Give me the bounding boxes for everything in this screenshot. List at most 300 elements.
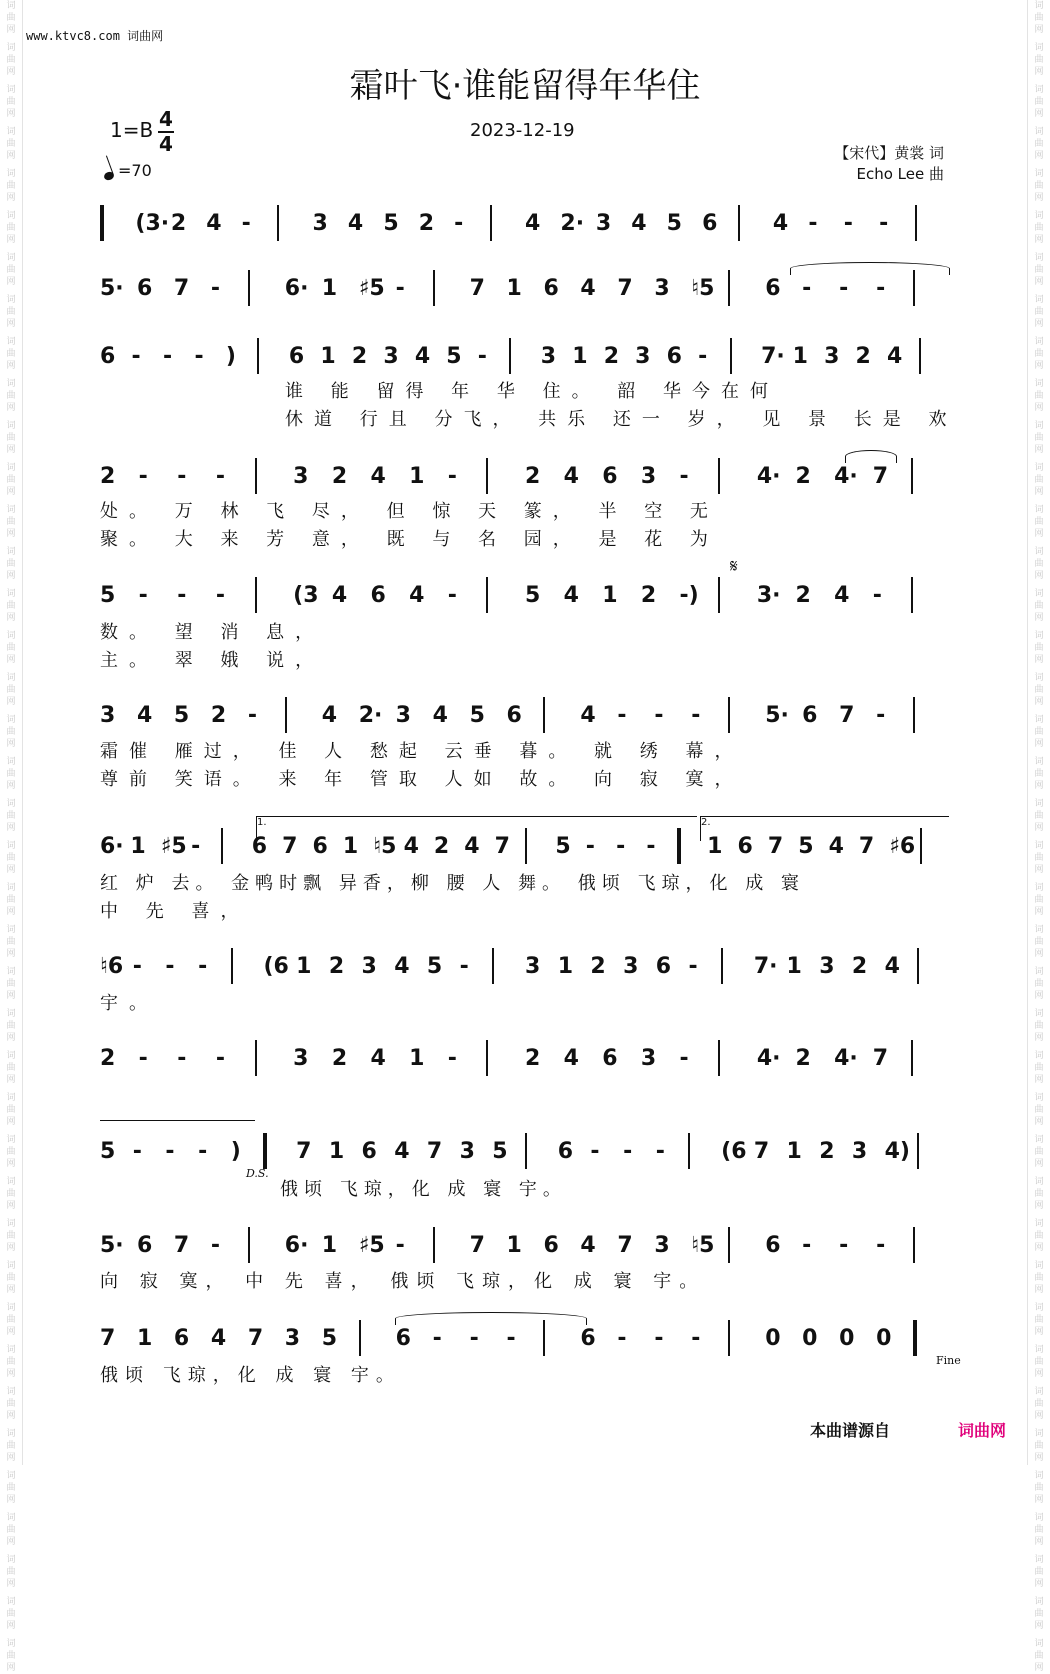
note: 2 <box>170 211 187 236</box>
watermark-text: 词 曲 网 <box>6 1135 16 1169</box>
note: (6 <box>721 1139 747 1164</box>
watermark-text: 词 曲 网 <box>1034 631 1044 665</box>
barline <box>688 1133 690 1169</box>
note: 5 <box>173 703 190 728</box>
barline <box>221 828 223 864</box>
watermark-text: 词 曲 网 <box>1034 967 1044 1001</box>
note: 6· <box>284 276 309 301</box>
watermark-text: 词 曲 网 <box>1034 1261 1044 1295</box>
note: 3 <box>459 1139 475 1164</box>
watermark-text: 词 曲 网 <box>6 1471 16 1505</box>
note: - <box>688 954 698 979</box>
note: 6 <box>702 211 718 236</box>
lyricist: 【宋代】黄裳 词 <box>834 144 944 162</box>
note: 6 <box>765 276 781 301</box>
note: 3· <box>756 583 781 608</box>
note: 4 <box>563 1046 579 1071</box>
lyric-7b: 中 先 喜， <box>100 901 250 922</box>
note: 7 <box>469 276 485 301</box>
barline <box>231 948 233 984</box>
note: 3 <box>654 1233 670 1258</box>
note: 0 <box>765 1326 781 1351</box>
watermark-text: 词 曲 网 <box>1034 463 1044 497</box>
note: 2 <box>795 1046 811 1071</box>
barline <box>492 948 494 984</box>
lyric-6b: 尊前 笑语。 来 年 管取 人如 故。 向 寂 寞， <box>100 769 744 790</box>
note: 7 <box>872 464 889 489</box>
composer: Echo Lee 曲 <box>856 165 944 183</box>
watermark-text: 词 曲 网 <box>6 1555 16 1589</box>
note: 0 <box>839 1326 855 1351</box>
note: 4 <box>403 834 419 859</box>
barline <box>285 697 287 733</box>
tie-row4 <box>845 450 897 463</box>
score-row <box>100 338 950 382</box>
note: 4· <box>756 1046 781 1071</box>
site-link[interactable]: 词曲网 <box>958 1421 1007 1440</box>
watermark-text: 词 曲 网 <box>1034 169 1044 203</box>
site-url[interactable]: www.ktvc8.com 词曲网 <box>26 29 164 43</box>
note: - <box>454 211 464 236</box>
left-margin-line <box>22 0 23 1465</box>
note: - <box>623 1139 633 1164</box>
note: 2 <box>640 583 657 608</box>
time-sig-bottom: 4 <box>159 132 173 156</box>
note: 1 <box>572 344 588 369</box>
barline <box>433 270 435 306</box>
barline <box>543 1320 545 1356</box>
watermark-text: 词 曲 网 <box>6 127 16 161</box>
barline <box>359 1320 361 1356</box>
note: 3 <box>293 464 309 489</box>
note: - <box>469 1326 479 1351</box>
note: 6 <box>100 344 116 369</box>
note: - <box>585 834 595 859</box>
note: 6 <box>543 276 559 301</box>
note: - <box>646 834 656 859</box>
note: 1 <box>557 954 573 979</box>
note: 3 <box>293 1046 309 1071</box>
barline <box>728 1227 730 1263</box>
note: 3 <box>312 211 328 236</box>
note: - <box>215 464 226 489</box>
note: - <box>247 703 257 728</box>
note: 7· <box>761 344 785 369</box>
watermark-text: 词 曲 网 <box>1034 841 1044 875</box>
watermark-text: 词 曲 网 <box>6 631 16 665</box>
watermark-text: 词 曲 网 <box>1034 337 1044 371</box>
note: - <box>177 464 187 489</box>
note: 5 <box>525 583 541 608</box>
note: 4 <box>414 344 431 369</box>
watermark-text: 词 曲 网 <box>6 547 16 581</box>
barline <box>248 1227 250 1263</box>
barline <box>718 458 720 494</box>
watermark-text: 词 曲 网 <box>1034 883 1044 917</box>
note: 6 <box>557 1139 573 1164</box>
note: 4 <box>580 1233 596 1258</box>
note: 4 <box>580 276 596 301</box>
note: 1 <box>792 344 808 369</box>
note: (3 <box>293 583 319 608</box>
note: - <box>162 344 173 369</box>
note: 4 <box>409 583 425 608</box>
watermark-text: 词 曲 网 <box>6 211 16 245</box>
note: 4 <box>563 583 579 608</box>
note: 6 <box>136 276 153 301</box>
note: 4 <box>136 703 153 728</box>
note: 3 <box>623 954 639 979</box>
lyric-11a: 向 寂 寞， 中 先 喜， 俄顷 飞琼，化 成 寰 宇。 <box>100 1271 706 1292</box>
note: 3 <box>395 703 411 728</box>
note: - <box>177 583 187 608</box>
note: - <box>876 1233 886 1258</box>
note: 6 <box>655 954 672 979</box>
watermark-text: 词 曲 网 <box>1034 1009 1044 1043</box>
volta-1: 1. <box>256 816 697 841</box>
watermark-text: 词 曲 网 <box>6 295 16 329</box>
watermark-text: 词 曲 网 <box>6 1597 16 1631</box>
note: 5 <box>383 211 399 236</box>
song-title: 霜叶飞·谁能留得年华住 <box>349 66 701 106</box>
watermark-text: 词 曲 网 <box>6 1093 16 1127</box>
note: 2 <box>100 1046 116 1071</box>
note: 3 <box>851 1139 868 1164</box>
note: 7 <box>839 703 855 728</box>
watermark-text: 词 曲 网 <box>6 1051 16 1085</box>
note: - <box>132 954 142 979</box>
watermark-text: 词 曲 网 <box>1034 1471 1044 1505</box>
note: 1 <box>328 1139 345 1164</box>
note: 4 <box>563 464 579 489</box>
barline <box>263 1133 267 1169</box>
note: - <box>477 344 487 369</box>
right-margin-line <box>1027 0 1028 1465</box>
note: 6 <box>802 703 818 728</box>
credits <box>834 143 944 185</box>
note: - <box>447 1046 457 1071</box>
watermark-text: 词 曲 网 <box>1034 1219 1044 1253</box>
watermark-text: 词 曲 网 <box>1034 211 1044 245</box>
barline <box>490 205 492 241</box>
note: - <box>872 583 882 608</box>
barline <box>728 697 730 733</box>
note: 5 <box>100 583 116 608</box>
watermark-left <box>4 0 18 1673</box>
note: - <box>194 344 204 369</box>
note: - <box>432 1326 442 1351</box>
note: 3 <box>284 1326 301 1351</box>
note: 1 <box>130 834 146 859</box>
barline <box>100 205 104 241</box>
note: 3 <box>540 344 557 369</box>
note: (6 <box>263 954 289 979</box>
note: 3 <box>640 464 657 489</box>
segno-sign: 𝄋 <box>730 556 738 577</box>
note: 4 <box>370 464 386 489</box>
tie-row12 <box>395 1312 587 1325</box>
note: - <box>447 583 457 608</box>
barline <box>255 458 257 494</box>
watermark-text: 词 曲 网 <box>1034 1555 1044 1589</box>
note: 6 <box>602 464 618 489</box>
lyric-7a: 红 炉 去。 金鸭时飘 异香，柳 腰 人 舞。 俄顷 飞琼，化 成 寰 <box>100 873 805 894</box>
note: 4 <box>828 834 844 859</box>
lyric-3b: 休道 行且 分飞， 共乐 还一 岁， 见 景 长是 欢 <box>285 409 958 430</box>
note: ♯6 <box>889 834 916 859</box>
note: 2 <box>328 954 345 979</box>
note: 5 <box>469 703 485 728</box>
note: - <box>506 1326 516 1351</box>
note: 4 <box>772 211 789 236</box>
lyric-5b: 主。 翠 娥 说， <box>100 650 325 671</box>
barline <box>913 697 915 733</box>
barline <box>718 1040 720 1076</box>
watermark-text: 词 曲 网 <box>1034 589 1044 623</box>
note: 2 <box>331 1046 348 1071</box>
note: 3 <box>654 276 670 301</box>
watermark-text: 词 曲 网 <box>1034 505 1044 539</box>
note: - <box>691 1326 701 1351</box>
watermark-text: 词 曲 网 <box>6 1009 16 1043</box>
note: 7 <box>282 834 298 859</box>
note: - <box>459 954 469 979</box>
note: - <box>698 344 708 369</box>
score-row <box>100 1227 950 1271</box>
watermark-text: 词 曲 网 <box>1034 1597 1044 1631</box>
score-row <box>100 1040 950 1084</box>
note: 1 <box>786 1139 802 1164</box>
note: - <box>679 464 689 489</box>
watermark-text: 词 曲 网 <box>6 1387 16 1421</box>
note: 5· <box>765 703 789 728</box>
note: 4 <box>580 703 596 728</box>
barline <box>919 338 921 374</box>
note: 3 <box>595 211 612 236</box>
note: 1 <box>506 1233 522 1258</box>
barline <box>913 1227 915 1263</box>
note: 6 <box>666 344 682 369</box>
note: 5 <box>426 954 443 979</box>
note: 2 <box>851 954 868 979</box>
note: 3 <box>361 954 377 979</box>
bracket-row10 <box>100 1120 255 1121</box>
tempo-marking <box>104 160 152 180</box>
barline <box>257 338 259 374</box>
fine-marking: Fine <box>936 1354 961 1367</box>
note: 1 <box>409 1046 425 1071</box>
note: 3 <box>635 344 651 369</box>
note: 2 <box>351 344 368 369</box>
watermark-text: 词 曲 网 <box>6 253 16 287</box>
lyric-10a: 俄顷 飞琼，化 成 寰 宇。 <box>280 1179 567 1200</box>
note: 0 <box>802 1326 818 1351</box>
note: 2 <box>100 464 116 489</box>
note: 2· <box>358 703 383 728</box>
note: 3 <box>525 954 541 979</box>
watermark-text: 词 曲 网 <box>6 841 16 875</box>
barline <box>255 1040 257 1076</box>
note: 5 <box>100 1139 116 1164</box>
note: - <box>590 1139 600 1164</box>
score-row <box>100 270 950 314</box>
note: 1 <box>136 1326 153 1351</box>
note: 0 <box>876 1326 892 1351</box>
note: 6 <box>251 834 268 859</box>
score-row <box>100 697 950 741</box>
note: - <box>165 954 175 979</box>
note: ♮5 <box>691 1233 715 1258</box>
note: - <box>839 276 849 301</box>
note: ♯5 <box>358 276 385 301</box>
note: - <box>654 1326 664 1351</box>
watermark-text: 词 曲 网 <box>1034 43 1044 77</box>
note: 4 <box>464 834 480 859</box>
watermark-text: 词 曲 网 <box>1034 1135 1044 1169</box>
note: 4 <box>321 703 338 728</box>
note: 5 <box>555 834 571 859</box>
watermark-text: 词 曲 网 <box>1034 1051 1044 1085</box>
ds-marking: D.S. <box>246 1167 269 1180</box>
watermark-text: 词 曲 网 <box>1034 85 1044 119</box>
note: 5 <box>446 344 462 369</box>
note: ) <box>230 1139 241 1164</box>
note: 4 <box>884 954 900 979</box>
watermark-text: 词 曲 网 <box>1034 1429 1044 1463</box>
note: - <box>679 1046 689 1071</box>
note: 6 <box>506 703 522 728</box>
watermark-text: 词 曲 网 <box>6 1429 16 1463</box>
watermark-text: 词 曲 网 <box>1034 379 1044 413</box>
note: 2 <box>795 583 811 608</box>
note: 1 <box>602 583 618 608</box>
note: 1 <box>296 954 312 979</box>
watermark-text: 词 曲 网 <box>1034 1093 1044 1127</box>
note: (3· <box>135 211 170 236</box>
note: 4 <box>631 211 647 236</box>
note: 7 <box>617 276 633 301</box>
note: 5 <box>492 1139 508 1164</box>
tie-row2 <box>790 262 950 275</box>
note: 7 <box>767 834 784 859</box>
watermark-text: 词 曲 网 <box>6 1345 16 1379</box>
watermark-text: 词 曲 网 <box>1034 421 1044 455</box>
watermark-text: 词 曲 网 <box>1034 127 1044 161</box>
note: 3 <box>824 344 840 369</box>
watermark-right <box>1032 0 1046 1673</box>
watermark-text: 词 曲 网 <box>6 715 16 749</box>
lyric-5a: 数。 望 消 息， <box>100 622 325 643</box>
lyric-12a: 俄顷 飞琼，化 成 寰 宇。 <box>100 1365 401 1386</box>
note: - <box>691 703 701 728</box>
note: - <box>802 276 812 301</box>
tempo-value: =70 <box>118 160 152 180</box>
note: 6· <box>284 1233 309 1258</box>
note: - <box>241 211 251 236</box>
note: 7 <box>426 1139 443 1164</box>
watermark-text: 词 曲 网 <box>1034 1303 1044 1337</box>
note: 4 <box>331 583 348 608</box>
note: - <box>215 583 226 608</box>
score-row <box>100 205 950 249</box>
note: 6 <box>136 1233 153 1258</box>
note: - <box>138 464 148 489</box>
note: 4 <box>394 1139 410 1164</box>
barline <box>277 205 279 241</box>
score-row <box>100 1133 950 1177</box>
barline <box>486 1040 488 1076</box>
lyric-3a: 谁 能 留得 年 华 住。 韶 华今在何 <box>285 381 780 402</box>
note: 3 <box>100 703 116 728</box>
watermark-text: 词 曲 网 <box>1034 799 1044 833</box>
barline <box>721 948 723 984</box>
note: 1 <box>321 276 338 301</box>
watermark-text: 词 曲 网 <box>6 883 16 917</box>
note: 6 <box>370 583 386 608</box>
note: - <box>210 276 220 301</box>
note: 2 <box>590 954 606 979</box>
note: 2 <box>819 1139 835 1164</box>
note: 1 <box>320 344 336 369</box>
barline <box>728 1320 730 1356</box>
note: 1 <box>506 276 522 301</box>
note: 4 <box>394 954 410 979</box>
score-row <box>100 948 950 992</box>
note: 2 <box>795 464 811 489</box>
barline <box>913 270 915 306</box>
note: - <box>395 1233 405 1258</box>
watermark-text: 词 曲 网 <box>6 1639 16 1673</box>
note: 3 <box>819 954 835 979</box>
lyric-4a: 处。 万 林 飞 尽， 但 惊 天 篆， 半 空 无 <box>100 501 719 522</box>
note: 7 <box>173 1233 190 1258</box>
barline <box>525 1133 527 1169</box>
note: 4 <box>887 344 903 369</box>
note: 6 <box>312 834 328 859</box>
note: - <box>191 834 201 859</box>
watermark-text: 词 曲 网 <box>6 379 16 413</box>
note: ♮5 <box>691 276 715 301</box>
source-label: 本曲谱源自 <box>810 1421 891 1440</box>
note: 6 <box>602 1046 618 1071</box>
note: 2 <box>210 703 227 728</box>
note: ) <box>225 344 236 369</box>
note: 7 <box>100 1326 116 1351</box>
watermark-text: 词 曲 网 <box>6 337 16 371</box>
watermark-text: 词 曲 网 <box>1034 1639 1044 1673</box>
note: 7· <box>753 954 778 979</box>
score-row <box>100 458 950 502</box>
note: - <box>654 703 664 728</box>
barline <box>728 270 730 306</box>
barline <box>543 697 545 733</box>
watermark-text: 词 曲 网 <box>1034 547 1044 581</box>
note: - <box>131 344 141 369</box>
note: 6 <box>361 1139 377 1164</box>
note: 6 <box>395 1326 411 1351</box>
watermark-text: 词 曲 网 <box>6 85 16 119</box>
barline <box>433 1227 435 1263</box>
note: 2 <box>525 1046 541 1071</box>
watermark-text: 词 曲 网 <box>1034 757 1044 791</box>
note: 3 <box>383 344 399 369</box>
note: - <box>616 834 626 859</box>
note: - <box>879 211 889 236</box>
date: 2023-12-19 <box>470 120 575 141</box>
note: 4) <box>884 1139 910 1164</box>
barline <box>509 338 511 374</box>
watermark-text: 词 曲 网 <box>1034 253 1044 287</box>
